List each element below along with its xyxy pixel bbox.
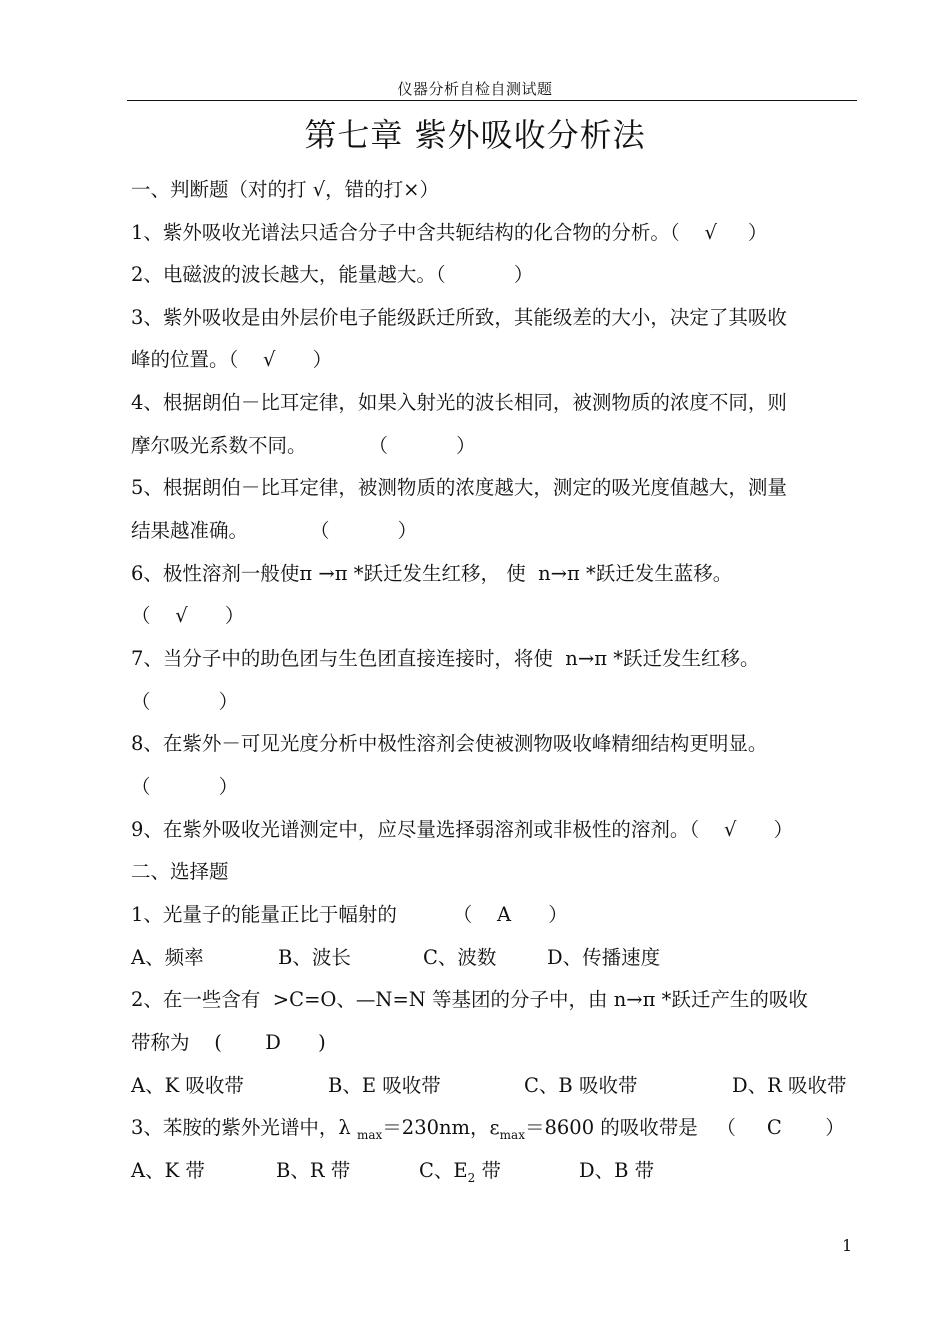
choice-q3-stem-start: 3、苯胺的紫外光谱中，λ [131, 1116, 357, 1139]
judgment-q1: 1、紫外吸收光谱法只适合分子中含共轭结构的化合物的分析。（ √ ） [131, 221, 768, 244]
option-a: A、K 带 [131, 1159, 205, 1182]
option-c: C、B 吸收带 [524, 1074, 638, 1097]
choice-q1-options [131, 941, 861, 975]
choice-q1: 1、光量子的能量正比于幅射的 （ A ） [131, 903, 568, 926]
option-c [419, 1154, 579, 1188]
choice-q2-line1: 2、在一些含有 >C=O、—N=N 等基团的分子中，由 n→π *跃迁产生的吸收 [131, 988, 808, 1011]
option-b: B、R 带 [276, 1159, 351, 1182]
option-c-suffix: 带 [475, 1159, 501, 1182]
option-d: D、B 带 [579, 1159, 655, 1182]
judgment-q2: 2、电磁波的波长越大，能量越大。（ ） [131, 263, 534, 286]
option-b: B、波长 [278, 946, 351, 969]
option-c-subscript: 2 [467, 1171, 476, 1185]
lambda-max-subscript: max [356, 1128, 383, 1142]
judgment-q3-line2: 峰的位置。（ √ ） [131, 348, 333, 371]
option-d: D、传播速度 [547, 946, 661, 969]
option-c: C、波数 [423, 946, 497, 969]
choice-q2-options [131, 1069, 861, 1103]
choice-q3-stem-end: ＝8600 的吸收带是 （ C ） [524, 1116, 845, 1139]
epsilon-max-subscript: max [499, 1128, 525, 1142]
judgment-q9: 9、在紫外吸收光谱测定中，应尽量选择弱溶剂或非极性的溶剂。（ √ ） [131, 818, 794, 841]
choice-q3-options [131, 1154, 861, 1188]
judgment-q4-line2: 摩尔吸光系数不同。 （ ） [131, 434, 476, 457]
chapter-title: 第七章 紫外吸收分析法 [304, 116, 646, 154]
option-d: D、R 吸收带 [732, 1074, 847, 1097]
judgment-q8-line1: 8、在紫外－可见光度分析中极性溶剂会使被测物吸收峰精细结构更明显。 [131, 732, 768, 755]
option-a: A、K 吸收带 [131, 1074, 244, 1097]
section-heading-judgment: 一、判断题（对的打 √，错的打×） [131, 178, 439, 201]
judgment-q4-line1: 4、根据朗伯－比耳定律，如果入射光的波长相同，被测物质的浓度不同，则 [131, 391, 787, 414]
section-heading-choice: 二、选择题 [131, 860, 229, 883]
page-number: 1 [842, 1236, 853, 1255]
choice-q3 [131, 1111, 861, 1145]
option-a: A、频率 [131, 946, 204, 969]
judgment-q6-line2: （ √ ） [131, 604, 245, 627]
choice-q3-stem-mid: ＝230nm，ε [382, 1116, 500, 1139]
judgment-q6-line1: 6、极性溶剂一般使π →π *跃迁发生红移， 使 n→π *跃迁发生蓝移。 [131, 562, 733, 585]
running-header: 仪器分析自检自测试题 [397, 80, 553, 98]
judgment-q7-line1: 7、当分子中的助色团与生色团直接连接时，将使 n→π *跃迁发生红移。 [131, 647, 760, 670]
option-b: B、E 吸收带 [328, 1074, 441, 1097]
judgment-q7-line2: （ ） [131, 690, 239, 713]
judgment-q5-line1: 5、根据朗伯－比耳定律，被测物质的浓度越大，测定的吸光度值越大，测量 [131, 476, 787, 499]
option-c-text: C、E [419, 1159, 468, 1182]
judgment-q8-line2: （ ） [131, 775, 239, 798]
choice-q2-line2: 带称为 ( D ) [131, 1031, 326, 1054]
judgment-q3-line1: 3、紫外吸收是由外层价电子能级跃迁所致，其能级差的大小，决定了其吸收 [131, 306, 787, 329]
header-rule [127, 100, 857, 101]
judgment-q5-line2: 结果越准确。 （ ） [131, 519, 418, 542]
